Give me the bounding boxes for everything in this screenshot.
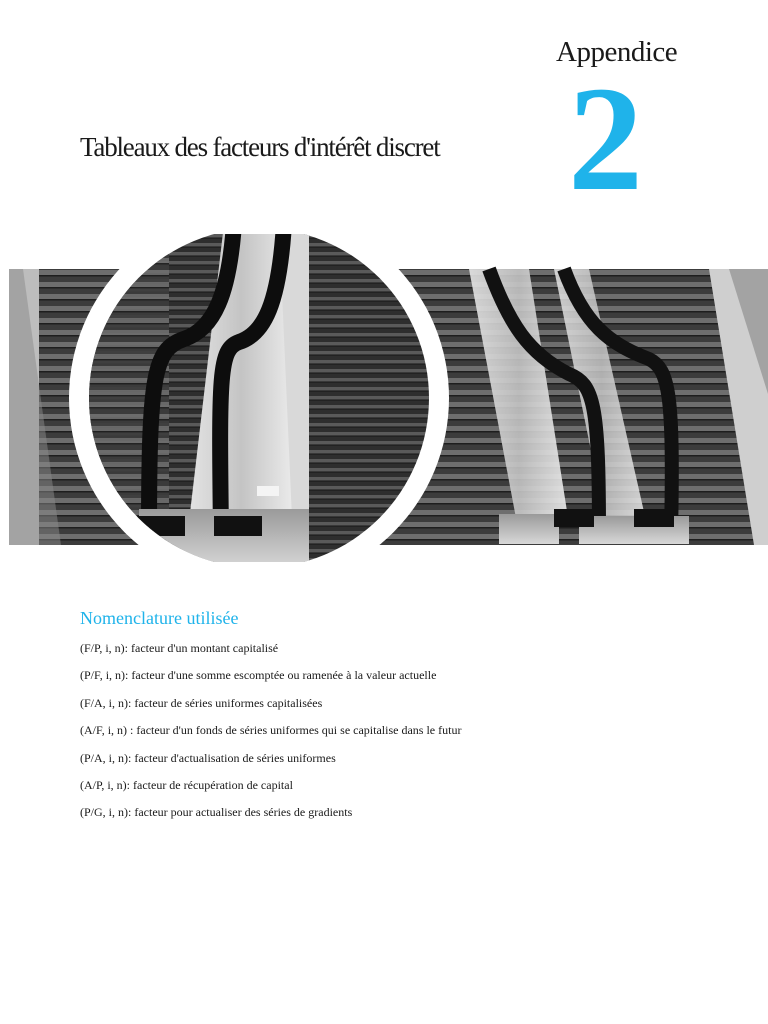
nomenclature-item: (P/F, i, n): facteur d'une somme escomptée ou ramenée à la valeur actuelle (80, 668, 437, 683)
nomenclature-item: (A/P, i, n): facteur de récupération de capital (80, 777, 293, 792)
escalator-illustration (9, 234, 768, 562)
nomenclature-item: (A/F, i, n) : facteur d'un fonds de séries uniformes qui se capitalise dans le futur (80, 723, 462, 738)
nomenclature-item: (F/A, i, n): facteur de séries uniformes capitalisées (80, 695, 323, 710)
appendix-label: Appendice (556, 36, 678, 68)
page-title: Tableaux des facteurs d'intérêt discret (80, 132, 440, 162)
nomenclature-list (80, 640, 461, 832)
nomenclature-item: (F/P, i, n): facteur d'un montant capitalisé (80, 641, 279, 655)
escalator-photo (9, 234, 768, 562)
nomenclature-heading: Nomenclature utilisée (80, 608, 239, 628)
appendix-number: 2 (568, 56, 643, 222)
nomenclature-item: (P/A, i, n): facteur d'actualisation de séries uniformes (80, 750, 336, 765)
nomenclature-item: (P/G, i, n): facteur pour actualiser des séries de gradients (80, 805, 353, 820)
